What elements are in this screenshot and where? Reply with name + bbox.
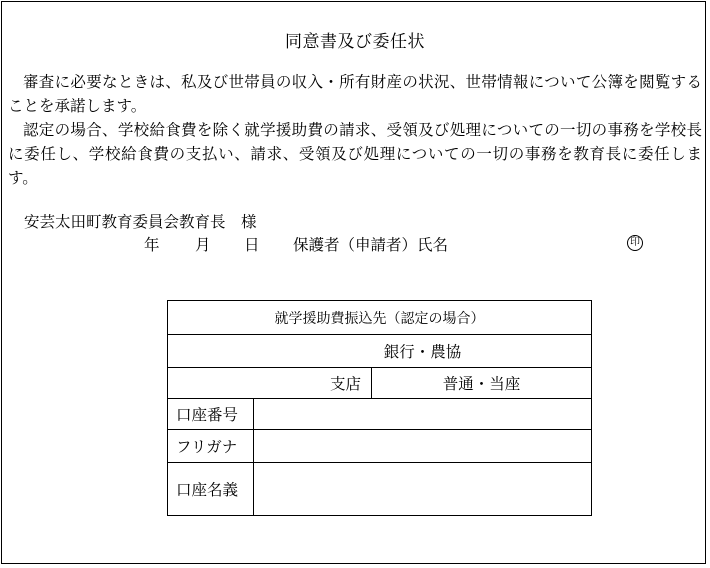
document-title: 同意書及び委任状 (285, 32, 425, 52)
bank-name-field[interactable] (168, 335, 592, 368)
signer-name-label: 保護者（申請者）氏名 (293, 236, 449, 254)
bank-table-title: 就学援助費振込先（認定の場合） (168, 301, 592, 335)
date-month-label: 月 (195, 236, 211, 254)
account-type-label: 普通・当座 (442, 375, 521, 393)
furigana-label: フリガナ (168, 430, 254, 463)
bank-transfer-table (167, 300, 592, 516)
date-year-label: 年 (144, 236, 160, 254)
delegation-paragraph: 認定の場合、学校給食費を除く就学援助費の請求、受領及び処理についての一切の事務を学校長に委任し、学校給食費の支払い、請求、受領及び処理についての一切の事務を教育長に委任します。 (8, 121, 702, 187)
account-holder-field[interactable] (254, 463, 592, 516)
bank-name-label: 銀行・農協 (383, 343, 462, 361)
consent-paragraph: 審査に必要なときは、私及び世帯員の収入・所有財産の状況、世帯情報について公簿を閲覧することを承諾します。 (8, 73, 702, 115)
date-day-label: 日 (244, 236, 260, 254)
account-number-field[interactable] (254, 399, 592, 430)
branch-field[interactable] (168, 368, 372, 399)
seal-mark: 印 (627, 235, 643, 251)
addressee: 安芸太田町教育委員会教育長 様 (24, 213, 257, 231)
account-number-label: 口座番号 (168, 399, 254, 430)
furigana-field[interactable] (254, 430, 592, 463)
account-holder-label: 口座名義 (168, 463, 254, 516)
account-type-field[interactable] (372, 368, 592, 399)
branch-label: 支店 (329, 375, 361, 393)
